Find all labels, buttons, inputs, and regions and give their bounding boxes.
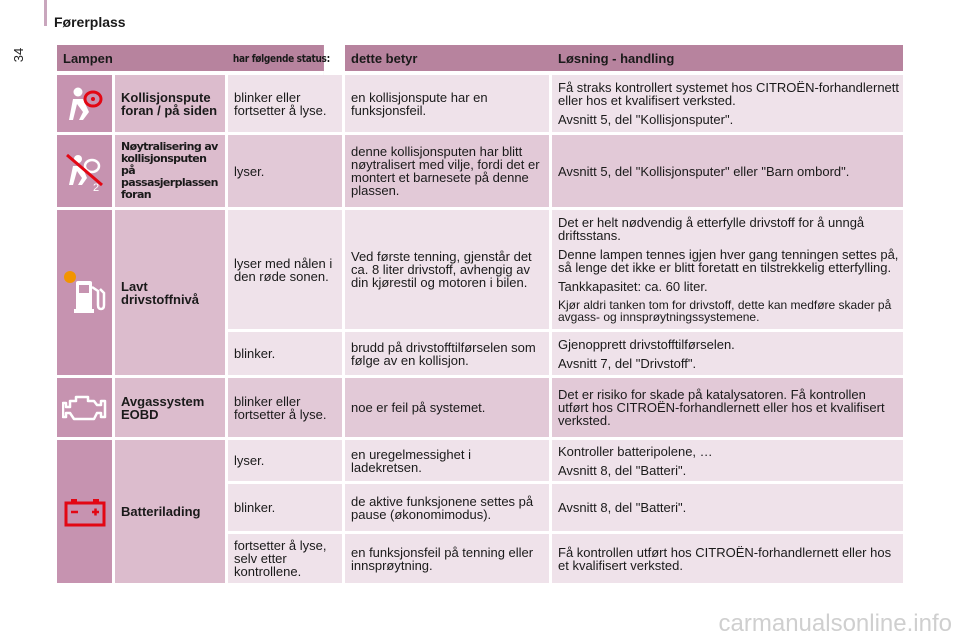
fuel-pump-icon [62, 267, 108, 319]
lamp-status: lyser med nålen i den røde sonen. [228, 210, 345, 332]
page-number: 34 [11, 47, 26, 63]
lamp-status: lyser. [228, 135, 345, 210]
lamp-action [552, 210, 903, 332]
lamp-meaning: en funksjonsfeil på tenning eller innsprøytning. [345, 534, 552, 586]
action-text: Det er risiko for skade på katalysatoren. Få kontrollen utført hos CITROËN-forhandlernett eller hos et kvalifisert verksted. [558, 387, 885, 428]
table-row [57, 75, 903, 135]
action-text: Få straks kontrollert systemet hos CITROËN-forhandlernett eller hos et kvalifisert verksted. [558, 80, 900, 108]
battery-icon [63, 497, 107, 527]
lamp-action [552, 332, 903, 378]
lamp-action [552, 534, 903, 586]
header-action: Løsning - handling [552, 45, 903, 75]
lamp-status: lyser. [228, 440, 345, 484]
lamp-meaning: de aktive funksjonene settes på pause (økonomimodus). [345, 484, 552, 534]
lamp-name: Kollisjonspute foran / på siden [115, 75, 228, 135]
engine-icon-cell [57, 378, 115, 440]
lamp-meaning: noe er feil på systemet. [345, 378, 552, 440]
airbag-deactivated-icon [62, 149, 108, 193]
svg-text:2: 2 [92, 182, 99, 193]
header-meaning: dette betyr [345, 45, 552, 75]
engine-check-icon [62, 391, 108, 425]
lamp-action [552, 135, 903, 210]
table-row [57, 135, 903, 210]
lamp-status: blinker eller fortsetter å lyse. [228, 378, 345, 440]
header-status: har følgende status: [228, 45, 324, 75]
lamp-name: Nøytralisering av kollisjonsputen på passasjerplassen foran [115, 135, 228, 210]
action-text: Få kontrollen utført hos CITROËN-forhandlernett eller hos et kvalifisert verksted. [558, 544, 892, 573]
action-text: Avsnitt 5, del "Kollisjonsputer" eller "Barn ombord". [558, 163, 850, 179]
action-text: Avsnitt 8, del "Batteri". [558, 462, 687, 478]
battery-icon-cell [57, 440, 115, 586]
airbag-icon-cell [57, 75, 115, 135]
action-text: Gjenopprett drivstofftilførselen. [558, 336, 735, 352]
table-header [57, 45, 903, 75]
lamp-action [552, 440, 903, 484]
table-row [57, 378, 903, 440]
lamp-meaning: en uregelmessighet i ladekretsen. [345, 440, 552, 484]
action-text: Avsnitt 7, del "Drivstoff". [558, 355, 697, 371]
fuel-icon-cell [57, 210, 115, 378]
table-row [57, 440, 903, 484]
lamp-meaning: denne kollisjonsputen har blitt nøytralisert med vilje, fordi det er montert et barnesete på denne plassen. [345, 135, 552, 210]
lamp-status: fortsetter å lyse, selv etter kontrollene. [228, 534, 345, 586]
warning-lamps-table [57, 45, 903, 586]
header-lamp: Lampen [57, 45, 228, 75]
lamp-action [552, 378, 903, 440]
lamp-name: Batterilading [115, 440, 228, 586]
action-text: Avsnitt 5, del "Kollisjonsputer". [558, 112, 734, 127]
lamp-meaning: brudd på drivstofftilførselen som følge av en kollisjon. [345, 332, 552, 378]
table-row [57, 210, 903, 332]
lamp-meaning: Ved første tenning, gjenstår det ca. 8 liter drivstoff, avhengig av din kjørestil og motoren i bilen. [345, 210, 552, 332]
action-text: Kjør aldri tanken tom for drivstoff, dette kan medføre skader på avgass- og innsprøytningssystemene. [558, 298, 892, 324]
lamp-action [552, 484, 903, 534]
airbag-warning-icon [63, 84, 107, 124]
action-text: Tankkapasitet: ca. 60 liter. [558, 279, 708, 294]
page-edge-bar [44, 0, 47, 26]
lamp-status: blinker. [228, 332, 345, 378]
action-text: Kontroller batteripolene, … [558, 443, 713, 459]
action-text: Avsnitt 8, del "Batteri". [558, 500, 687, 515]
lamp-name: Lavt drivstoffnivå [115, 210, 228, 378]
action-text: Det er helt nødvendig å etterfylle drivstoff for å unngå driftsstans. [558, 215, 865, 243]
lamp-status: blinker. [228, 484, 345, 534]
lamp-meaning: en kollisjonspute har en funksjonsfeil. [345, 75, 552, 135]
lamp-status: blinker eller fortsetter å lyse. [228, 75, 345, 135]
action-text: Denne lampen tennes igjen hver gang tenningen settes på, så lenge det ikke er blitt foretatt en tilstrekkelig etterfylling. [558, 247, 899, 275]
lamp-action [552, 75, 903, 135]
lamp-name: Avgassystem EOBD [115, 378, 228, 440]
section-title: Førerplass [54, 14, 126, 30]
watermark: carmanualsonline.info [718, 610, 952, 637]
airbag-off-icon-cell [57, 135, 115, 210]
